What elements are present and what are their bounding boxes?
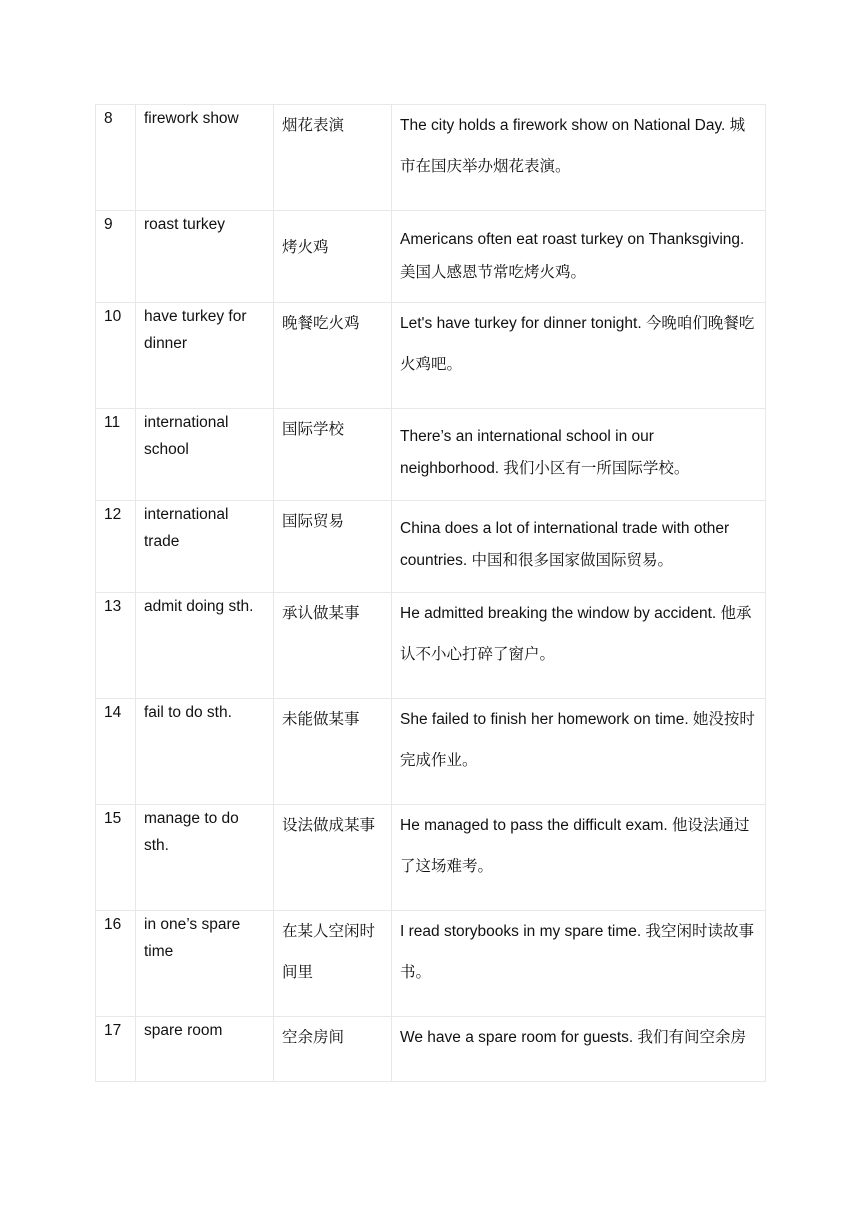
- row-number: 9: [96, 211, 136, 303]
- phrase-english: international trade: [136, 501, 274, 593]
- phrase-chinese: 国际贸易: [274, 501, 392, 593]
- row-number: 16: [96, 911, 136, 1017]
- phrase-chinese: 烟花表演: [274, 105, 392, 211]
- table-row: [96, 105, 766, 211]
- row-number: 14: [96, 699, 136, 805]
- example-sentence: I read storybooks in my spare time. 我空闲时读故事书。: [392, 911, 766, 1017]
- phrase-english: spare room: [136, 1017, 274, 1082]
- row-number: 10: [96, 303, 136, 409]
- phrase-english: international school: [136, 409, 274, 501]
- vocabulary-table: [95, 104, 766, 1082]
- row-number: 11: [96, 409, 136, 501]
- phrase-english: manage to do sth.: [136, 805, 274, 911]
- phrase-english: admit doing sth.: [136, 593, 274, 699]
- example-sentence: There’s an international school in our neighborhood. 我们小区有一所国际学校。: [392, 409, 766, 501]
- phrase-english: in one’s spare time: [136, 911, 274, 1017]
- example-sentence: He managed to pass the difficult exam. 他设法通过了这场难考。: [392, 805, 766, 911]
- phrase-english: firework show: [136, 105, 274, 211]
- phrase-chinese: 未能做某事: [274, 699, 392, 805]
- example-sentence: He admitted breaking the window by accident. 他承认不小心打碎了窗户。: [392, 593, 766, 699]
- phrase-chinese: 在某人空闲时间里: [274, 911, 392, 1017]
- phrase-chinese: 烤火鸡: [274, 211, 392, 303]
- row-number: 13: [96, 593, 136, 699]
- phrase-chinese: 承认做某事: [274, 593, 392, 699]
- table-row: [96, 593, 766, 699]
- phrase-english: have turkey for dinner: [136, 303, 274, 409]
- table-row: [96, 303, 766, 409]
- example-sentence: Americans often eat roast turkey on Thanksgiving. 美国人感恩节常吃烤火鸡。: [392, 211, 766, 303]
- example-sentence: Let's have turkey for dinner tonight. 今晚咱们晚餐吃火鸡吧。: [392, 303, 766, 409]
- phrase-chinese: 晚餐吃火鸡: [274, 303, 392, 409]
- table-row: [96, 911, 766, 1017]
- row-number: 15: [96, 805, 136, 911]
- table-row: [96, 805, 766, 911]
- table-row: [96, 211, 766, 303]
- row-number: 8: [96, 105, 136, 211]
- table-row: [96, 699, 766, 805]
- example-sentence: She failed to finish her homework on time. 她没按时完成作业。: [392, 699, 766, 805]
- example-sentence: We have a spare room for guests. 我们有间空余房: [392, 1017, 766, 1082]
- example-sentence: China does a lot of international trade with other countries. 中国和很多国家做国际贸易。: [392, 501, 766, 593]
- row-number: 17: [96, 1017, 136, 1082]
- phrase-english: fail to do sth.: [136, 699, 274, 805]
- example-sentence: The city holds a firework show on National Day. 城市在国庆举办烟花表演。: [392, 105, 766, 211]
- phrase-chinese: 设法做成某事: [274, 805, 392, 911]
- table-row: [96, 409, 766, 501]
- phrase-chinese: 国际学校: [274, 409, 392, 501]
- table-row: [96, 1017, 766, 1082]
- phrase-english: roast turkey: [136, 211, 274, 303]
- row-number: 12: [96, 501, 136, 593]
- table-row: [96, 501, 766, 593]
- phrase-chinese: 空余房间: [274, 1017, 392, 1082]
